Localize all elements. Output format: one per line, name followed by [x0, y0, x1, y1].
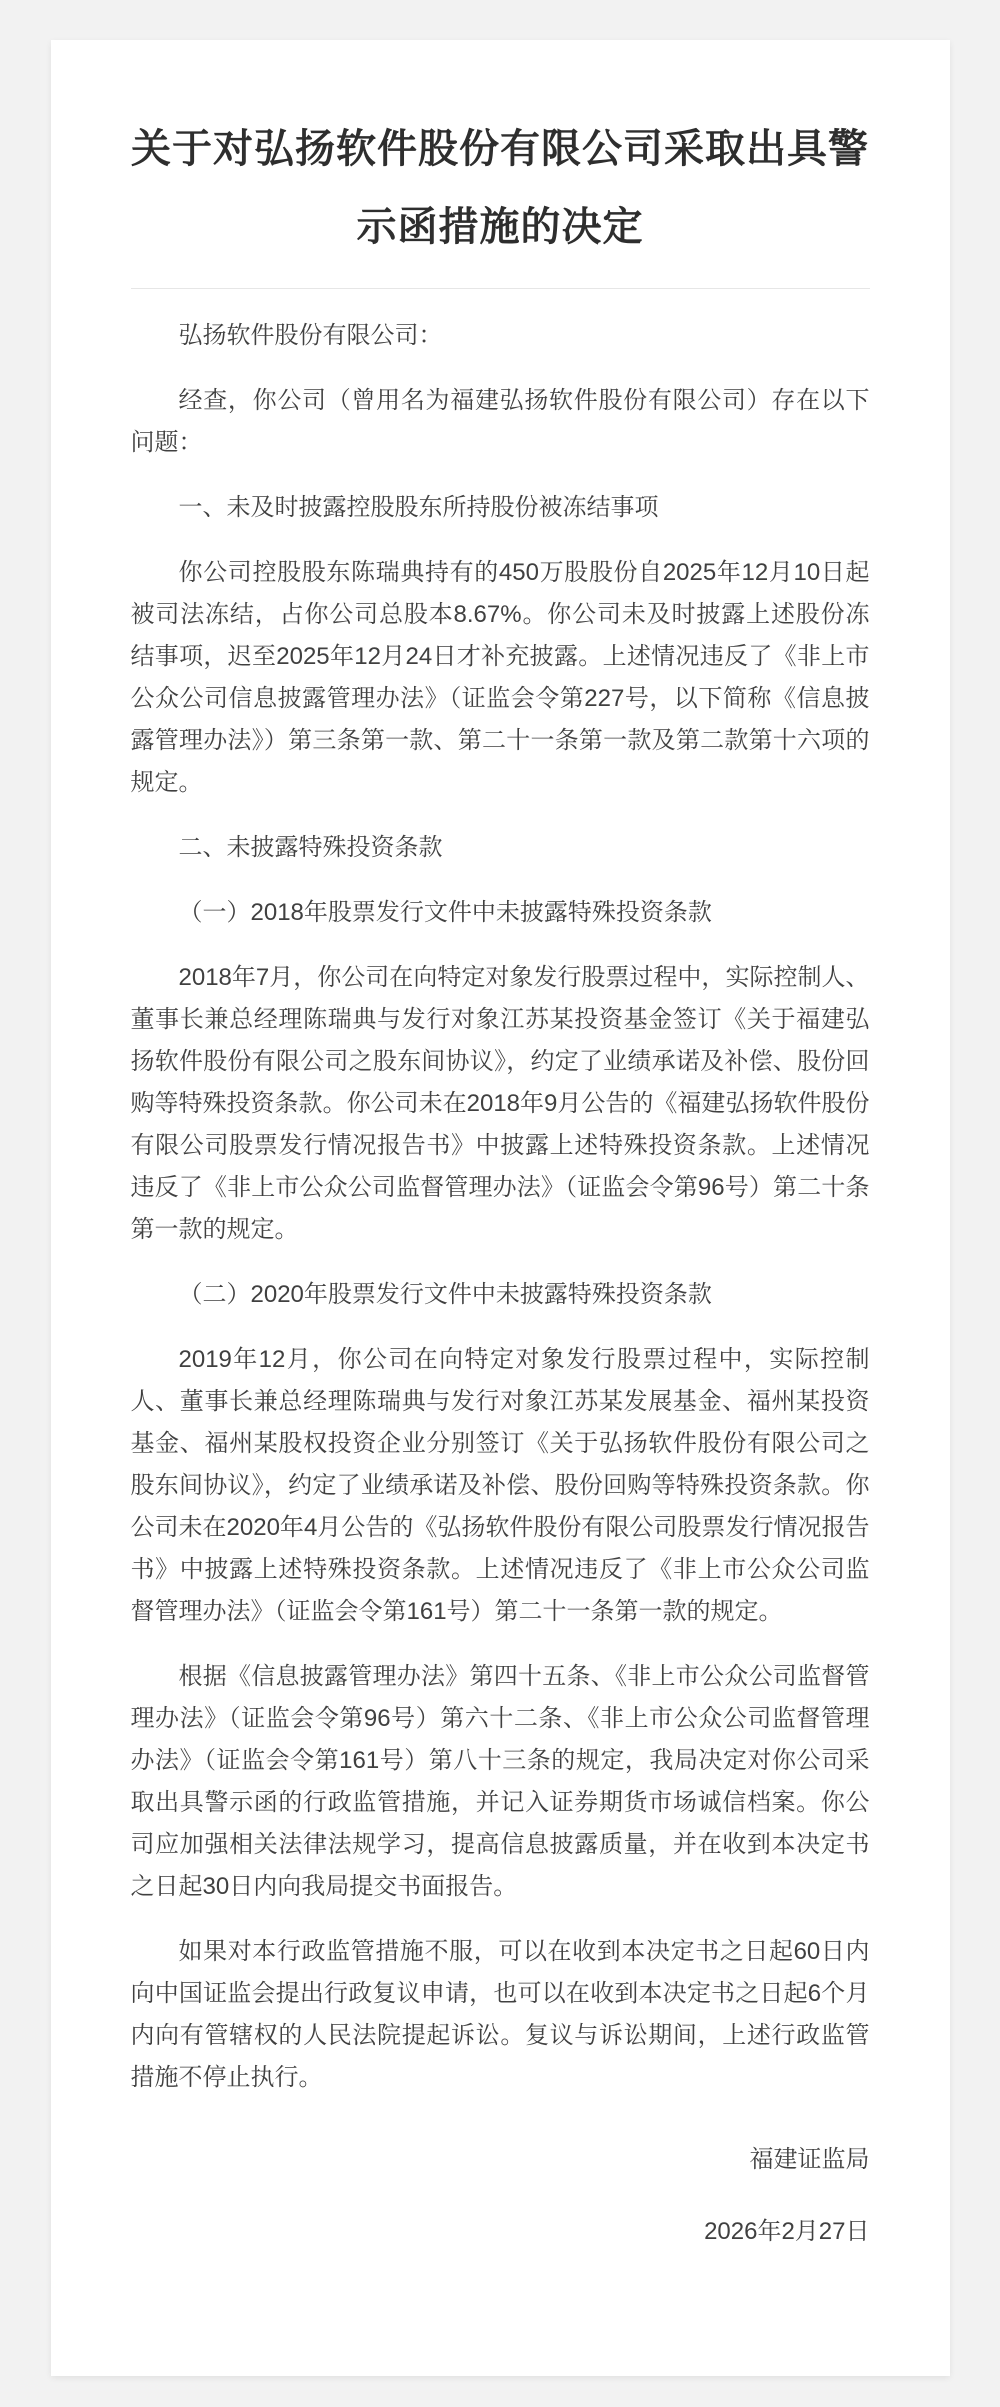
signature-date: 2026年2月27日: [704, 2218, 870, 2245]
document-title: 关于对弘扬软件股份有限公司采取出具警示函措施的决定: [131, 127, 869, 249]
intro-paragraph: 经查，你公司（曾用名为福建弘扬软件股份有限公司）存在以下问题：: [130, 387, 870, 456]
document-body: [131, 315, 870, 2253]
section-1-paragraph: 你公司控股股东陈瑞典持有的450万股股份自2025年12月10日起被司法冻结，占你公司总股本8.67%。你公司未及时披露上述股份冻结事项，迟至2025年12月24日才补充披露。上述情况违反了《非上市公众公司信息披露管理办法》（证监会令第227号，以下简称《信息披露管理办法》）第三条第一款、第二十一条第一款及第二款第十六项的规定。: [130, 559, 870, 796]
section-2-1-heading: （一）2018年股票发行文件中未披露特殊投资条款: [178, 899, 712, 926]
title-divider: [131, 288, 870, 289]
section-2-heading: 二、未披露特殊投资条款: [178, 834, 443, 861]
section-1-heading: 一、未及时披露控股股东所持股份被冻结事项: [178, 494, 659, 521]
document-card: [51, 40, 950, 2376]
decision-paragraph: 根据《信息披露管理办法》第四十五条、《非上市公众公司监督管理办法》（证监会令第96号）第六十二条、《非上市公众公司监督管理办法》（证监会令第161号）第八十三条的规定，我局决定对你公司采取出具警示函的行政监管措施，并记入证券期货市场诚信档案。你公司应加强相关法律法规学习，提高信息披露质量，并在收到本决定书之日起30日内向我局提交书面报告。: [130, 1663, 870, 1900]
section-2-1-paragraph: 2018年7月，你公司在向特定对象发行股票过程中，实际控制人、董事长兼总经理陈瑞典与发行对象江苏某投资基金签订《关于福建弘扬软件股份有限公司之股东间协议》，约定了业绩承诺及补偿、股份回购等特殊投资条款。你公司未在2018年9月公告的《福建弘扬软件股份有限公司股票发行情况报告书》中披露上述特殊投资条款。上述情况违反了《非上市公众公司监督管理办法》（证监会令第96号）第二十条第一款的规定。: [130, 964, 870, 1243]
section-2-2-paragraph: 2019年12月，你公司在向特定对象发行股票过程中，实际控制人、董事长兼总经理陈瑞典与发行对象江苏某发展基金、福州某投资基金、福州某股权投资企业分别签订《关于弘扬软件股份有限公司之股东间协议》，约定了业绩承诺及补偿、股份回购等特殊投资条款。你公司未在2020年4月公告的《弘扬软件股份有限公司股票发行情况报告书》中披露上述特殊投资条款。上述情况违反了《非上市公众公司监督管理办法》（证监会令第161号）第二十一条第一款的规定。: [130, 1346, 870, 1625]
signature-issuer: 福建证监局: [749, 2146, 870, 2173]
section-2-2-heading: （二）2020年股票发行文件中未披露特殊投资条款: [178, 1281, 712, 1308]
appeal-paragraph: 如果对本行政监管措施不服，可以在收到本决定书之日起60日内向中国证监会提出行政复议申请，也可以在收到本决定书之日起6个月内向有管辖权的人民法院提起诉讼。复议与诉讼期间，上述行政监管措施不停止执行。: [130, 1938, 870, 2091]
salutation: 弘扬软件股份有限公司：: [178, 322, 443, 349]
